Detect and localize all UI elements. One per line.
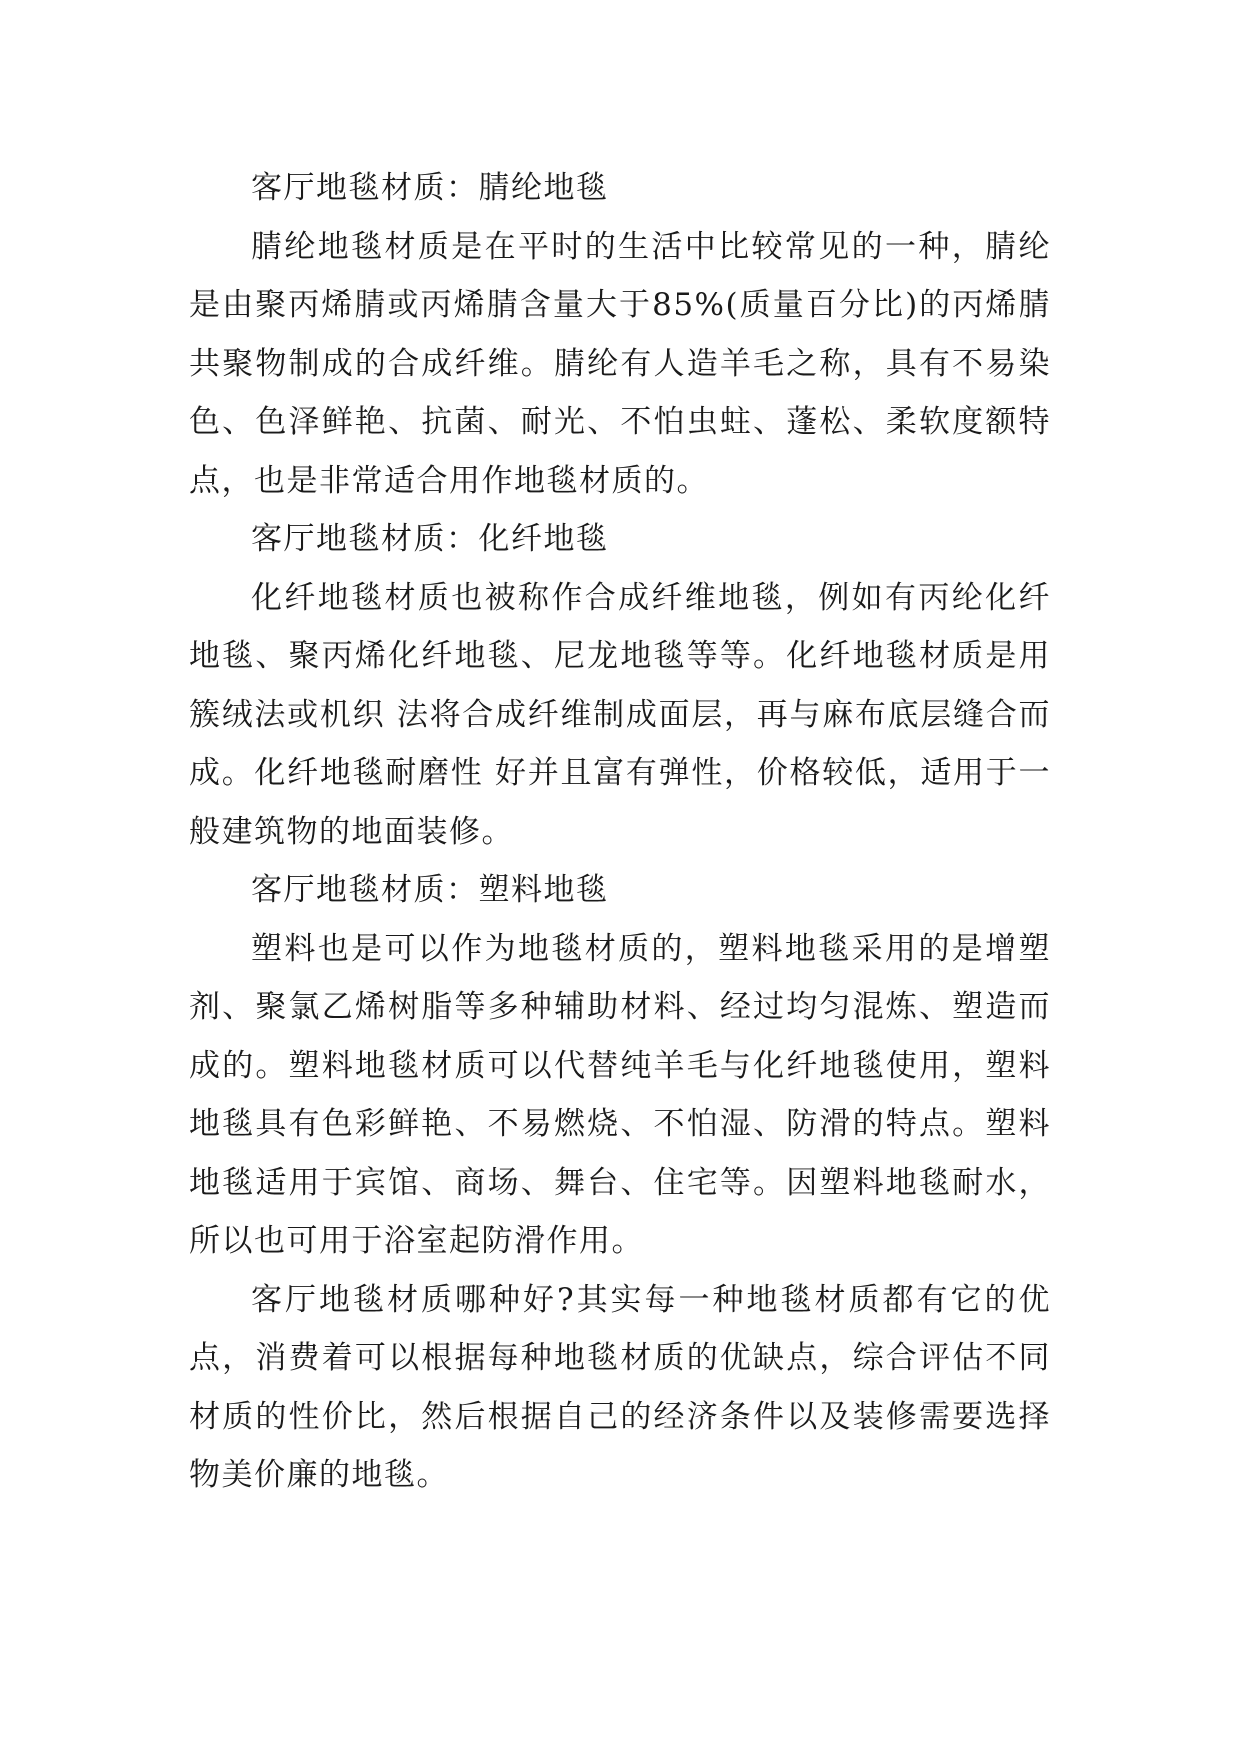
- paragraph-conclusion: 客厅地毯材质哪种好?其实每一种地毯材质都有它的优点，消费着可以根据每种地毯材质的优缺点，综合评估不同材质的性价比，然后根据自己的经济条件以及装修需要选择物美价廉的地毯。: [189, 1281, 1051, 1493]
- section-heading-acrylic: 客厅地毯材质：腈纶地毯: [251, 170, 609, 206]
- section-heading-synthetic: 客厅地毯材质：化纤地毯: [251, 521, 609, 557]
- section-heading-plastic: 客厅地毯材质：塑料地毯: [251, 872, 609, 908]
- document-page: [189, 159, 1051, 1505]
- paragraph-acrylic: 腈纶地毯材质是在平时的生活中比较常见的一种，腈纶是由聚丙烯腈或丙烯腈含量大于85%(质量百分比)的丙烯腈共聚物制成的合成纤维。腈纶有人造羊毛之称，具有不易染色、色泽鲜艳、抗菌、耐光、不怕虫蛀、蓬松、柔软度额特点，也是非常适合用作地毯材质的。: [189, 228, 1051, 499]
- paragraph-plastic: 塑料也是可以作为地毯材质的，塑料地毯采用的是增塑剂、聚氯乙烯树脂等多种辅助材料、经过均匀混炼、塑造而成的。塑料地毯材质可以代替纯羊毛与化纤地毯使用，塑料地毯具有色彩鲜艳、不易燃烧、不怕湿、防滑的特点。塑料地毯适用于宾馆、商场、舞台、住宅等。因塑料地毯耐水，所以也可用于浴室起防滑作用。: [189, 930, 1051, 1259]
- paragraph-synthetic: 化纤地毯材质也被称作合成纤维地毯，例如有丙纶化纤地毯、聚丙烯化纤地毯、尼龙地毯等等。化纤地毯材质是用簇绒法或机织 法将合成纤维制成面层，再与麻布底层缝合而成。化纤地毯耐磨性 好并且富有弹性，价格较低，适用于一般建筑物的地面装修。: [189, 579, 1051, 850]
